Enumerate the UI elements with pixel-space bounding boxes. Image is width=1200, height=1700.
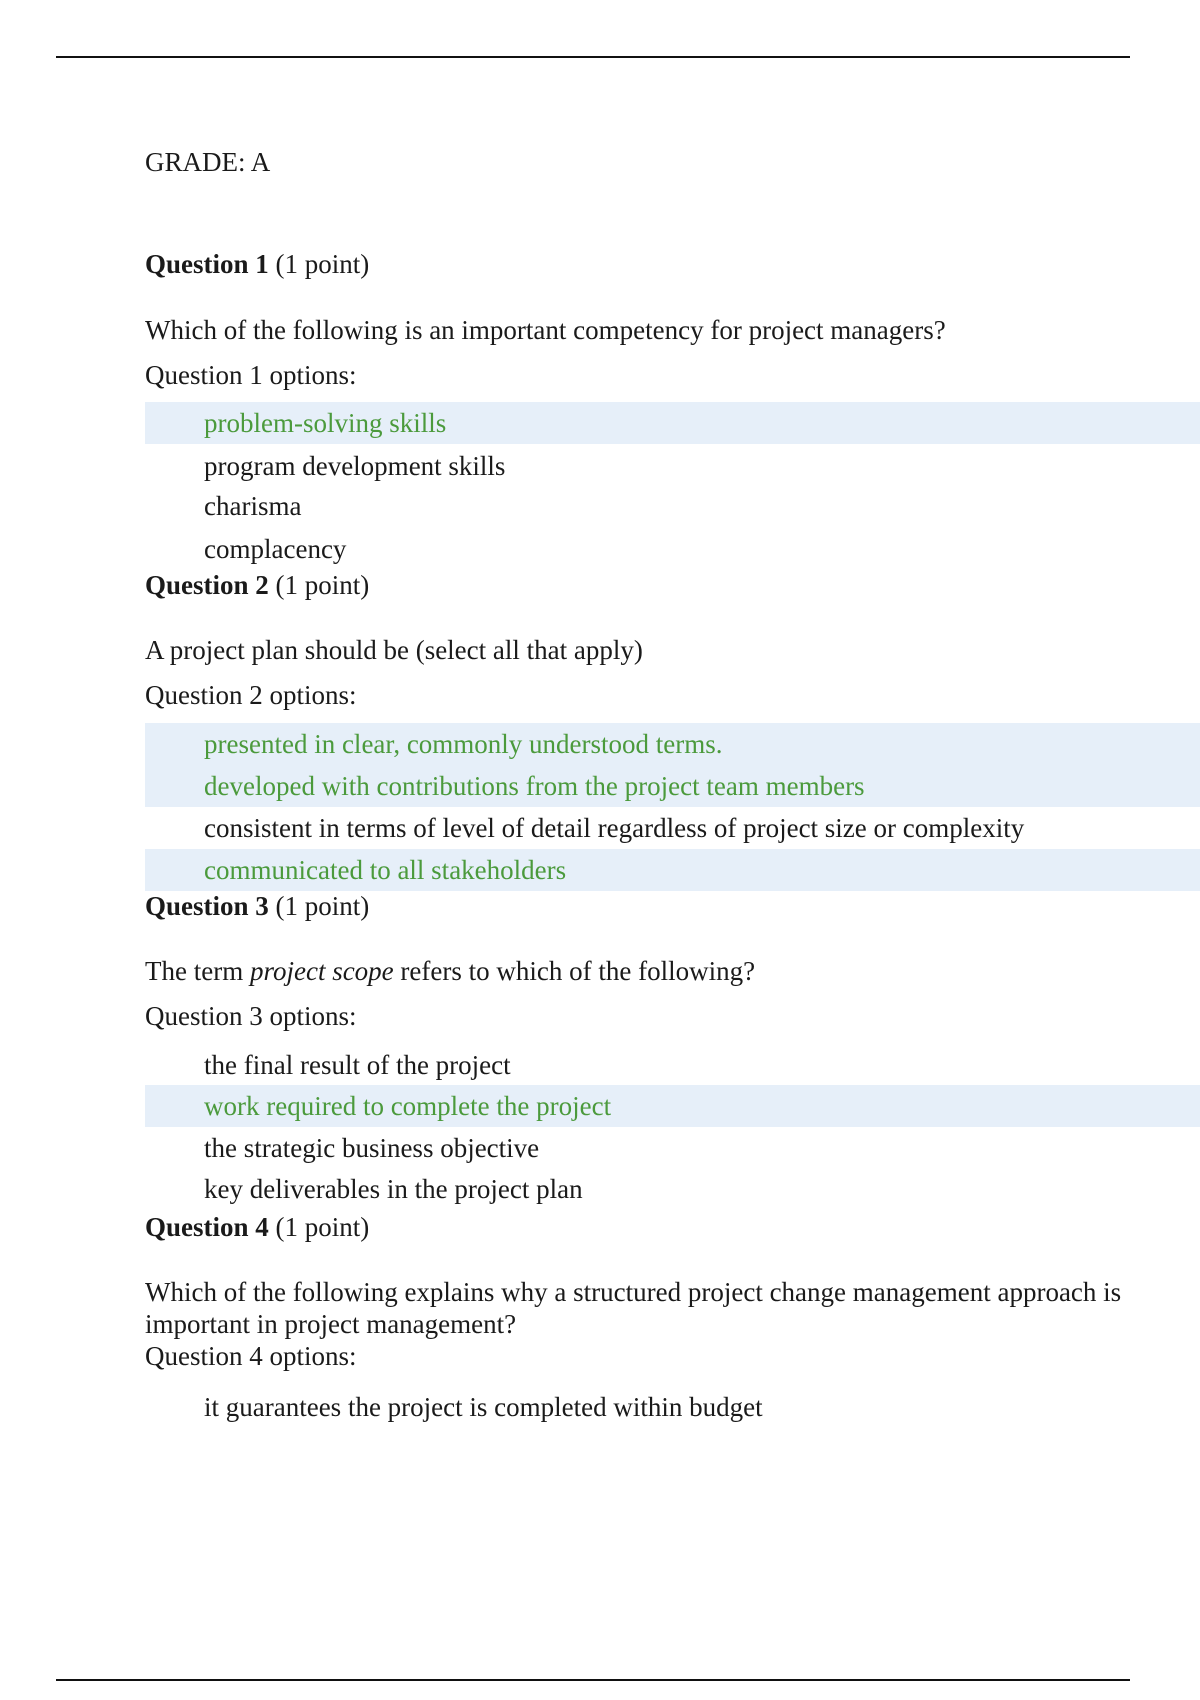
question-2-prompt: A project plan should be (select all that apply) (145, 635, 643, 665)
question-2-options-label: Question 2 options: (145, 680, 357, 710)
question-4-header (145, 1211, 369, 1243)
question-1-prompt: Which of the following is an important competency for project managers? (145, 315, 946, 345)
question-4-option-1[interactable]: it guarantees the project is completed within budget (204, 1392, 763, 1422)
question-1-header (145, 248, 369, 280)
question-2-points: (1 point) (275, 570, 370, 600)
question-3-option-4[interactable]: key deliverables in the project plan (204, 1174, 583, 1204)
question-4-options-label: Question 4 options: (145, 1341, 357, 1371)
question-2-label: Question 2 (145, 570, 269, 600)
question-3-points: (1 point) (275, 891, 370, 921)
question-4-points: (1 point) (275, 1212, 370, 1242)
question-3-option-3[interactable]: the strategic business objective (204, 1133, 540, 1163)
question-1-points: (1 point) (275, 249, 370, 279)
question-1-option-2[interactable]: program development skills (204, 451, 506, 481)
question-2-option-1[interactable]: presented in clear, commonly understood terms. (145, 723, 1200, 765)
question-1-option-3[interactable]: charisma (204, 491, 302, 521)
grade-label: GRADE: A (145, 147, 271, 177)
question-2-header (145, 569, 369, 601)
question-4-prompt: Which of the following explains why a structured project change management approach is important in project management? (145, 1277, 1122, 1339)
question-3-option-1[interactable]: the final result of the project (204, 1050, 511, 1080)
question-1-option-4[interactable]: complacency (204, 534, 347, 564)
question-3-options-label: Question 3 options: (145, 1001, 357, 1031)
header-rule (56, 56, 1130, 58)
question-3-header (145, 890, 369, 922)
question-2-option-3[interactable]: consistent in terms of level of detail regardless of project size or complexity (204, 813, 1025, 843)
question-2-option-2[interactable]: developed with contributions from the project team members (145, 765, 1200, 807)
question-3-label: Question 3 (145, 891, 269, 921)
question-3-prompt: The term project scope refers to which of the following? (145, 956, 756, 986)
question-1-label: Question 1 (145, 249, 269, 279)
footer-rule (56, 1679, 1130, 1681)
question-4-label: Question 4 (145, 1212, 269, 1242)
question-1-options-label: Question 1 options: (145, 360, 357, 390)
question-1-option-1[interactable]: problem-solving skills (145, 402, 1200, 444)
question-2-option-4[interactable]: communicated to all stakeholders (145, 849, 1200, 891)
term-emphasis: project scope (249, 956, 394, 986)
question-3-option-2[interactable]: work required to complete the project (145, 1085, 1200, 1127)
